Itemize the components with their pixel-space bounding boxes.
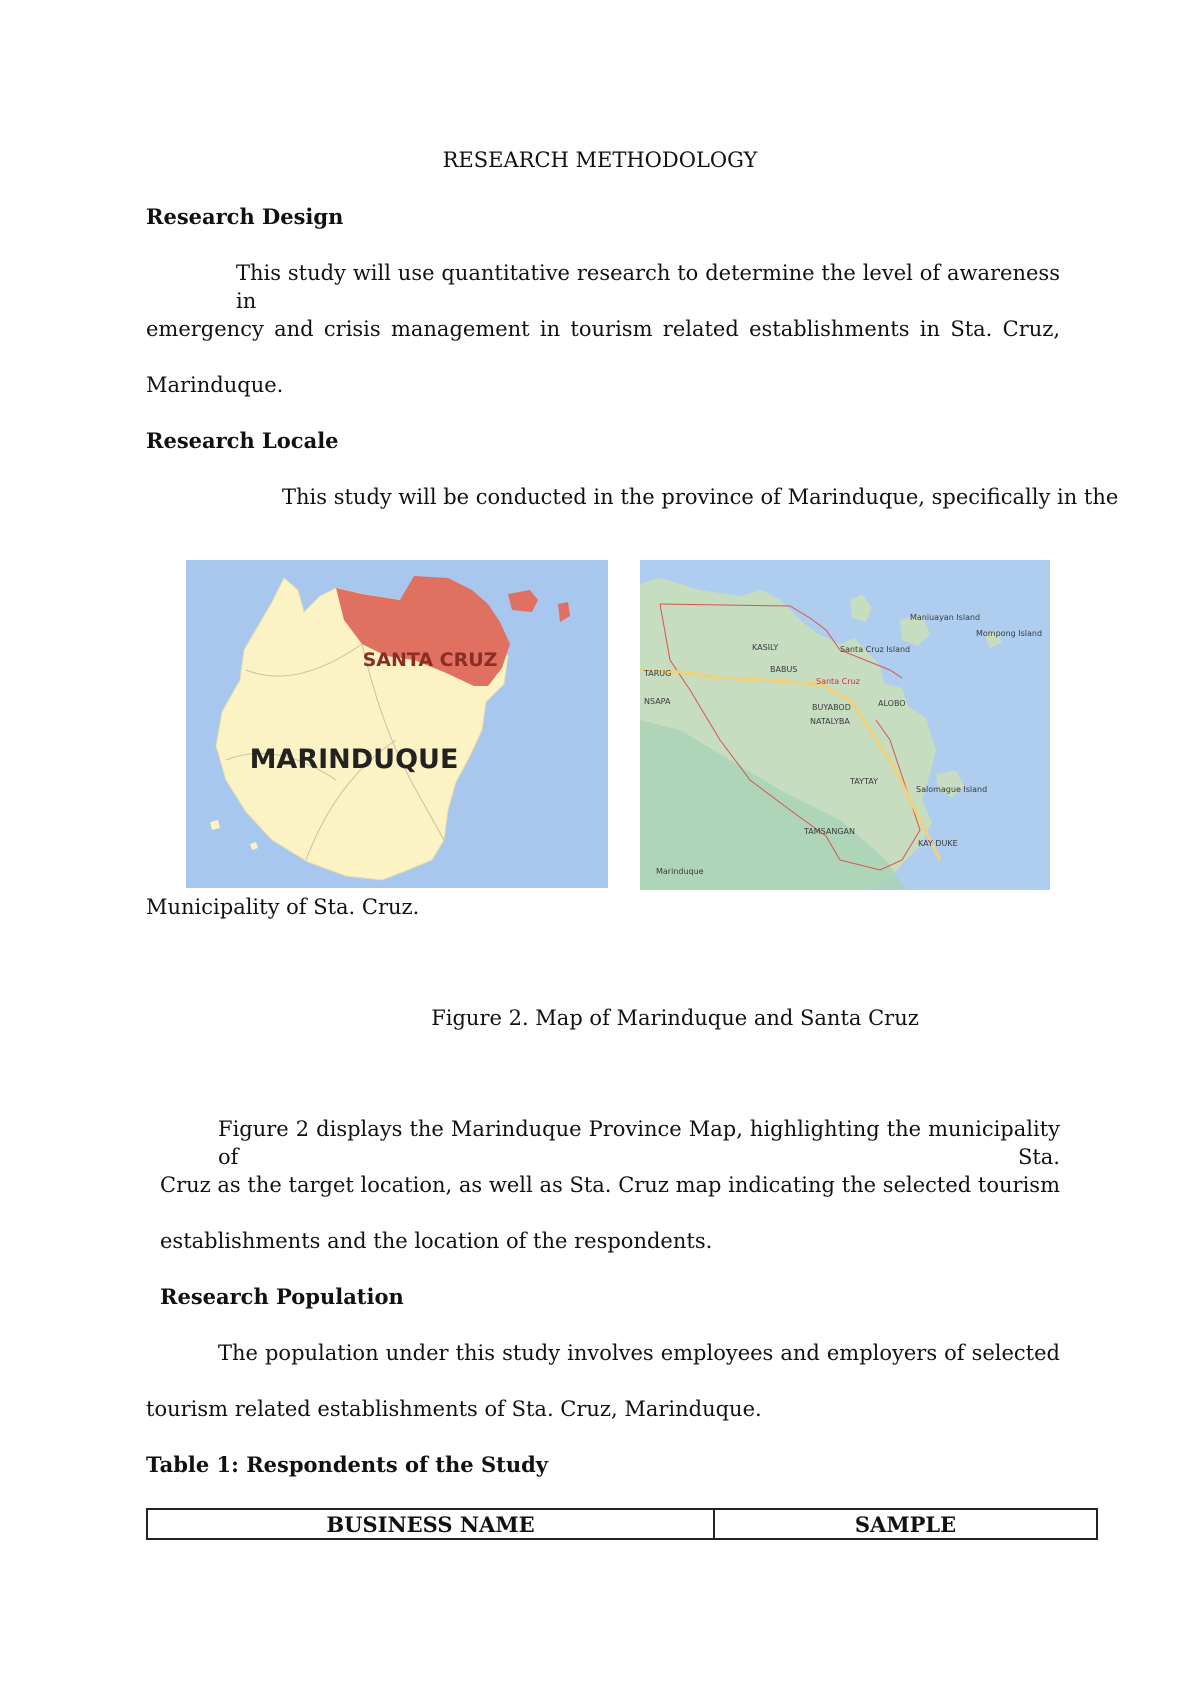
marinduque-map-label: MARINDUQUE bbox=[249, 744, 459, 775]
santa-cruz-detail-map bbox=[640, 560, 1050, 890]
right-map-label-1: Maniuayan Island bbox=[910, 613, 981, 622]
right-map-label-8: NSAPA bbox=[644, 697, 671, 706]
right-map-label-16: Marinduque bbox=[656, 867, 704, 876]
figure-description-line-2: Cruz as the target location, as well as Sta. Cruz map indicating the selected tourism bbox=[160, 1173, 1060, 1197]
research-population-heading: Research Population bbox=[160, 1284, 404, 1309]
research-design-heading: Research Design bbox=[146, 204, 344, 229]
right-map-label-13: Salomague Island bbox=[916, 785, 988, 794]
table-caption: Table 1: Respondents of the Study bbox=[146, 1452, 548, 1477]
research-design-line-3: Marinduque. bbox=[146, 373, 284, 397]
figure-caption: Figure 2. Map of Marinduque and Santa Cruz bbox=[431, 1006, 919, 1030]
right-map-label-5: BABUS bbox=[770, 665, 798, 674]
right-map-label-7: TARUG bbox=[644, 669, 672, 678]
research-locale-line-1: This study will be conducted in the province of Marinduque, specifically in the bbox=[282, 485, 1119, 509]
column-header-sample: SAMPLE bbox=[714, 1509, 1097, 1539]
santa-cruz-map-label: SANTA CRUZ bbox=[362, 649, 498, 671]
right-map-label-14: TAMSANGAN bbox=[804, 827, 855, 836]
figure-description-line-1: Figure 2 displays the Marinduque Province Map, highlighting the municipality of Sta. bbox=[218, 1117, 1060, 1169]
section-title: RESEARCH METHODOLOGY bbox=[442, 148, 758, 172]
right-map-label-4: KASILY bbox=[752, 643, 779, 652]
right-map-label-2: Mompong Island bbox=[976, 629, 1043, 638]
research-population-line-2: tourism related establishments of Sta. Cruz, Marinduque. bbox=[146, 1397, 762, 1421]
research-design-line-1: This study will use quantitative research to determine the level of awareness in bbox=[236, 261, 1060, 313]
right-map-label-9: BUYABOD bbox=[812, 703, 851, 712]
right-map-label-15: KAY DUKE bbox=[918, 839, 958, 848]
column-header-business-name: BUSINESS NAME bbox=[147, 1509, 714, 1539]
right-map-label-6: Santa Cruz bbox=[816, 677, 860, 686]
right-map-label-3: Santa Cruz Island bbox=[840, 645, 911, 654]
right-map-label-12: TAYTAY bbox=[850, 777, 879, 786]
respondents-table bbox=[146, 1508, 1098, 1540]
research-locale-line-2: Municipality of Sta. Cruz. bbox=[146, 895, 420, 919]
figure-description-line-3: establishments and the location of the respondents. bbox=[160, 1229, 713, 1253]
research-population-line-1: The population under this study involves employees and employers of selected bbox=[218, 1341, 1060, 1365]
table-header-row bbox=[147, 1509, 1097, 1539]
research-design-line-2: emergency and crisis management in tourism related establishments in Sta. Cruz, bbox=[146, 317, 1060, 341]
right-map-label-11: NATALYBA bbox=[810, 717, 850, 726]
marinduque-province-map bbox=[186, 560, 608, 888]
research-locale-heading: Research Locale bbox=[146, 428, 339, 453]
right-map-label-10: ALOBO bbox=[878, 699, 906, 708]
